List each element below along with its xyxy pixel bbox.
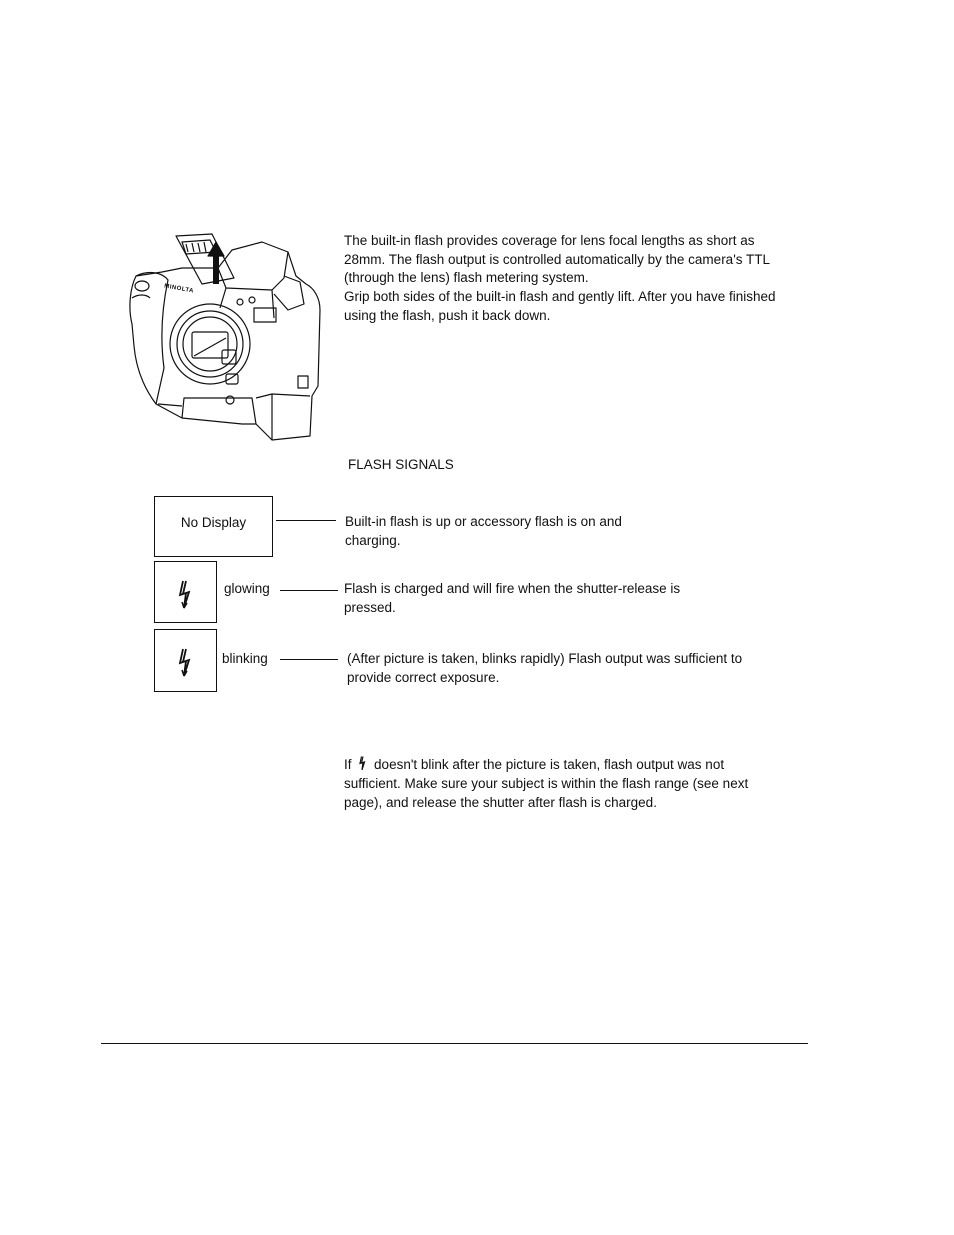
note-prefix: If <box>344 757 352 772</box>
flash-icon <box>358 756 367 771</box>
intro-paragraph-2: Grip both sides of the built-in flash and gently lift. After you have finished using the flash, push it back down. <box>344 289 776 323</box>
blinking-state-label: blinking <box>222 651 268 666</box>
leader-line-3 <box>280 659 338 660</box>
flash-icon <box>177 580 193 610</box>
note-paragraph <box>344 755 784 812</box>
note-text: doesn't blink after the picture is taken, flash output was not sufficient. Make sure your subject is within the flash range (see next page), and release the shutter after flash is charged. <box>344 757 749 810</box>
no-display-label: No Display <box>180 515 247 530</box>
flash-icon <box>177 648 193 678</box>
signal-description-2: Flash is charged and will fire when the shutter-release is pressed. <box>344 581 681 615</box>
glowing-flash-box <box>154 561 217 623</box>
page-footer-rule <box>101 1043 808 1044</box>
brand-label: MINOLTA <box>163 283 195 295</box>
intro-paragraph-1: The built-in flash provides coverage for lens focal lengths as short as 28mm. The flash output is controlled automatically by the camera's TTL (through the lens) flash metering system. <box>344 233 770 285</box>
glowing-state-label: glowing <box>224 581 270 596</box>
section-title: FLASH SIGNALS <box>348 457 454 472</box>
signal-description-3: (After picture is taken, blinks rapidly) Flash output was sufficient to provide correct exposure. <box>347 651 743 685</box>
no-display-box <box>154 496 273 557</box>
camera-illustration <box>122 228 327 446</box>
signal-description-1: Built-in flash is up or accessory flash is on and charging. <box>345 514 622 548</box>
leader-line-2 <box>280 590 338 591</box>
leader-line-1 <box>276 520 336 521</box>
blinking-flash-box <box>154 629 217 692</box>
